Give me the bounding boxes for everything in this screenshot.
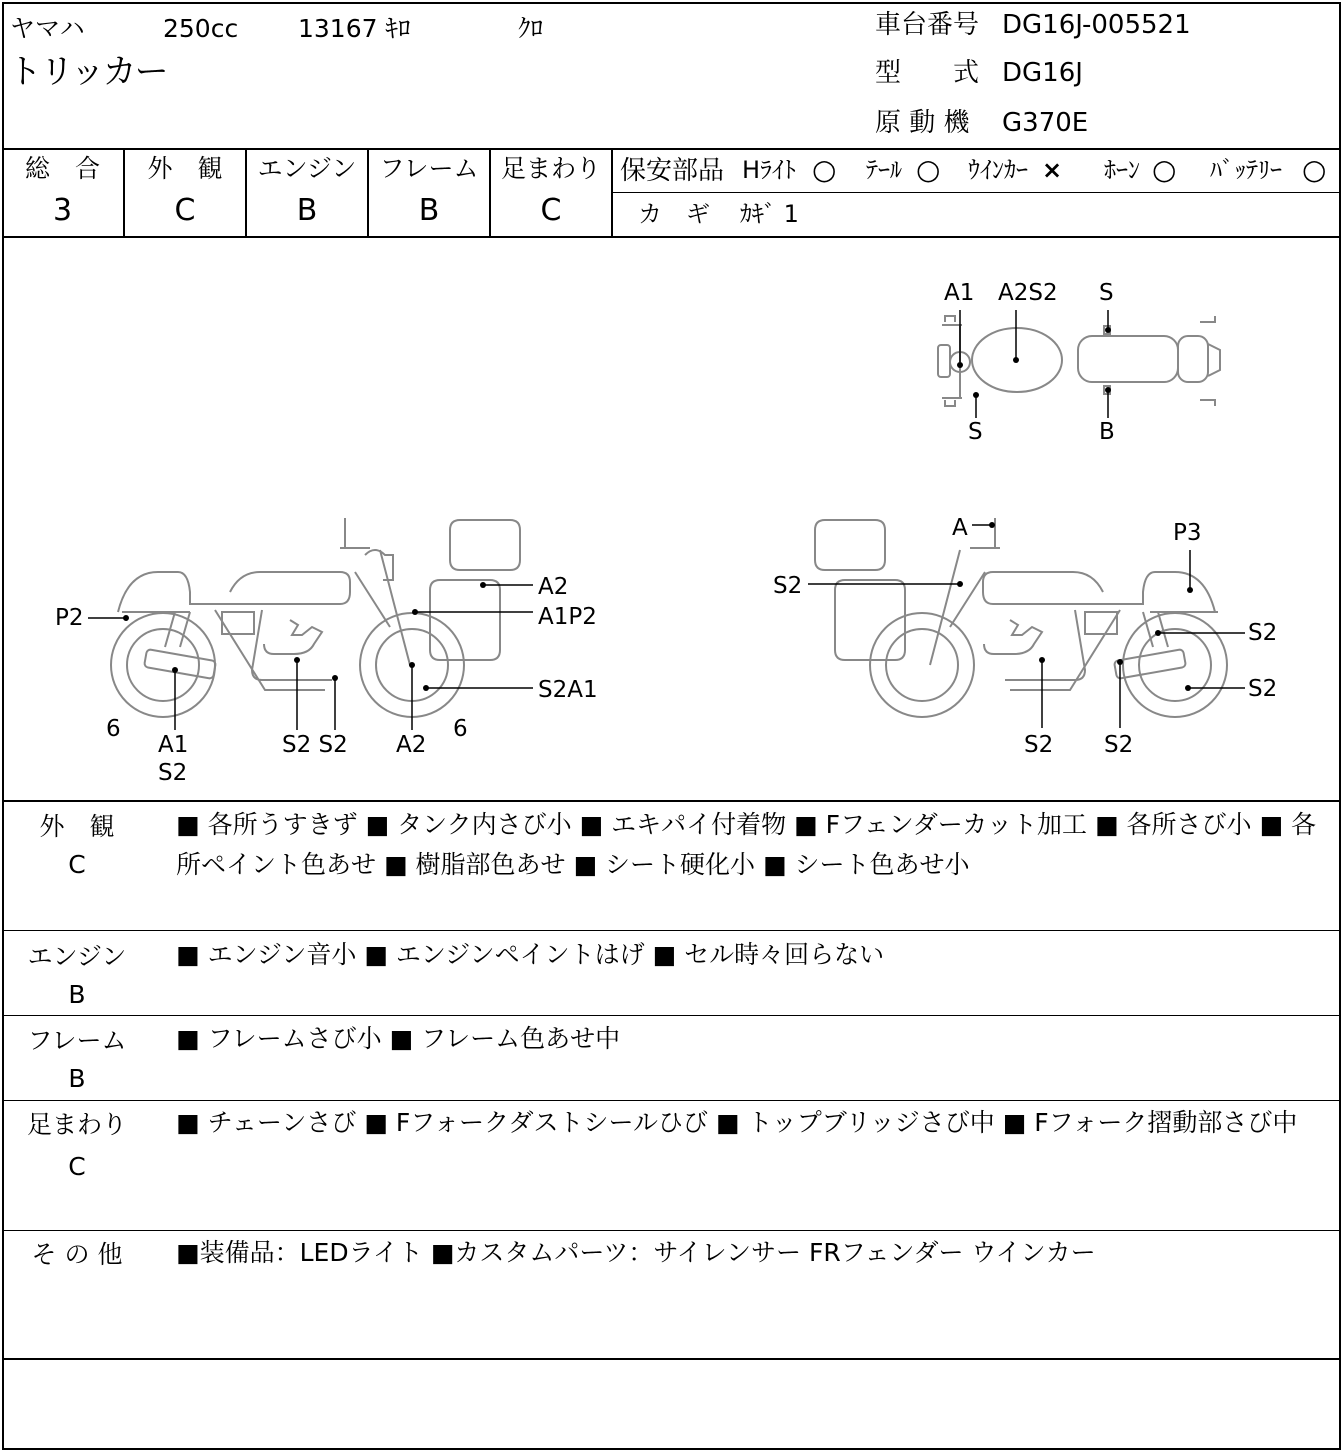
diag-label: A2 — [396, 732, 427, 758]
model-name: トリッカー — [8, 52, 167, 92]
frame-no: DG16J-005521 — [1002, 10, 1191, 40]
grade-overall-value: 3 — [52, 193, 73, 228]
section-exterior-name: 外 観 — [39, 812, 115, 841]
winker-label: ｳｲﾝｶｰ — [968, 156, 1028, 184]
headlight-state: ○ — [812, 153, 837, 186]
grade-frame-label: フレーム — [379, 154, 479, 183]
diag-label: S2 — [158, 760, 188, 786]
right-side-bike — [815, 515, 1227, 717]
tail-state: ○ — [916, 153, 941, 186]
battery-state: ○ — [1302, 153, 1327, 186]
diag-label: 6 — [453, 716, 468, 742]
diag-label: P3 — [1173, 520, 1202, 546]
section-suspension-text: ■ チェーンさび ■ Fフォークダストシールひび ■ トップブリッジさび中 ■ Fフォーク摺動部さび中 — [176, 1108, 1298, 1137]
grade-engine-label: エンジン — [257, 154, 357, 183]
engine-label: 原 動 機 — [875, 108, 970, 138]
diag-label: S2 — [773, 573, 803, 599]
type-value: DG16J — [1002, 58, 1083, 88]
grade-exterior-label: 外 観 — [147, 154, 223, 183]
grade-overall-label: 総 合 — [24, 154, 100, 183]
frame-no-label: 車台番号 — [875, 10, 980, 40]
leader-dots — [123, 327, 1193, 691]
diag-label: A — [952, 515, 968, 541]
diag-label: A1P2 — [538, 604, 597, 630]
engine-value: G370E — [1002, 108, 1089, 138]
section-engine-text: ■ エンジン音小 ■ エンジンペイントはげ ■ セル時々回らない — [176, 940, 885, 969]
divider — [2, 1230, 1339, 1231]
diag-label: A2 — [538, 574, 569, 600]
section-suspension-name: 足まわり — [26, 1110, 127, 1139]
safety-parts-label: 保安部品 — [620, 156, 725, 186]
section-exterior-grade: C — [68, 850, 86, 879]
diag-label: S — [1099, 280, 1114, 306]
diag-label: S2 S2 — [282, 732, 348, 758]
grade-suspension-value: C — [540, 193, 562, 228]
diag-label: S — [968, 419, 983, 445]
section-exterior-text: ■ 各所うすきず ■ タンク内さび小 ■ エキパイ付着物 ■ Fフェンダーカット加工 ■ 各所さび小 ■ 各所ペイント色あせ ■ 樹脂部色あせ ■ シート硬化小 ■ シート色あせ小 — [176, 810, 1317, 879]
battery-label: ﾊﾞｯﾃﾘｰ — [1210, 156, 1282, 184]
diag-label: B — [1099, 419, 1115, 445]
diag-label: P2 — [55, 605, 84, 631]
diag-label: A2S2 — [998, 280, 1058, 306]
horn-label: ﾎｰﾝ — [1104, 156, 1140, 184]
diag-label: S2 — [1248, 620, 1278, 646]
winker-state: × — [1042, 156, 1063, 184]
grade-exterior-value: C — [174, 193, 196, 228]
section-frame-grade: B — [68, 1064, 86, 1093]
maker: ヤマハ — [10, 14, 85, 43]
grade-suspension-label: 足まわり — [500, 154, 601, 183]
divider — [2, 930, 1339, 931]
section-engine-grade: B — [68, 980, 86, 1009]
divider — [2, 1015, 1339, 1016]
diag-label: S2A1 — [538, 677, 598, 703]
section-suspension-grade: C — [68, 1152, 86, 1181]
horn-state: ○ — [1152, 153, 1177, 186]
section-other-text: ■装備品：LEDライト ■カスタムパーツ：サイレンサー FRフェンダー ウインカー — [176, 1238, 1096, 1267]
diag-label: S2 — [1248, 676, 1278, 702]
diag-label: A1 — [158, 732, 189, 758]
diag-label: A1 — [944, 280, 975, 306]
section-frame-text: ■ フレームさび小 ■ フレーム色あせ中 — [176, 1024, 621, 1053]
key-value: ｶｷﾞ 1 — [740, 200, 799, 228]
section-other-name: そ の 他 — [31, 1240, 123, 1269]
left-side-bike — [111, 518, 520, 717]
mileage: 13167 ｷﾛ — [298, 14, 411, 43]
divider — [2, 1358, 1339, 1360]
leader-lines — [88, 310, 1245, 730]
divider — [2, 1100, 1339, 1101]
tail-label: ﾃｰﾙ — [866, 156, 902, 184]
color: ｸﾛ — [518, 14, 544, 43]
type-label: 型 式 — [875, 58, 980, 88]
section-frame-name: フレーム — [27, 1026, 127, 1055]
top-view-bike — [938, 316, 1220, 406]
displacement: 250cc — [163, 14, 239, 43]
key-label: カ ギ — [638, 200, 710, 228]
grade-frame-value: B — [418, 193, 440, 228]
divider — [2, 800, 1339, 802]
grade-engine-value: B — [296, 193, 318, 228]
diag-label: S2 — [1024, 732, 1054, 758]
section-engine-name: エンジン — [27, 942, 127, 971]
diag-label: S2 — [1104, 732, 1134, 758]
diag-label: 6 — [106, 716, 121, 742]
headlight-label: Hﾗｲﾄ — [742, 156, 797, 184]
